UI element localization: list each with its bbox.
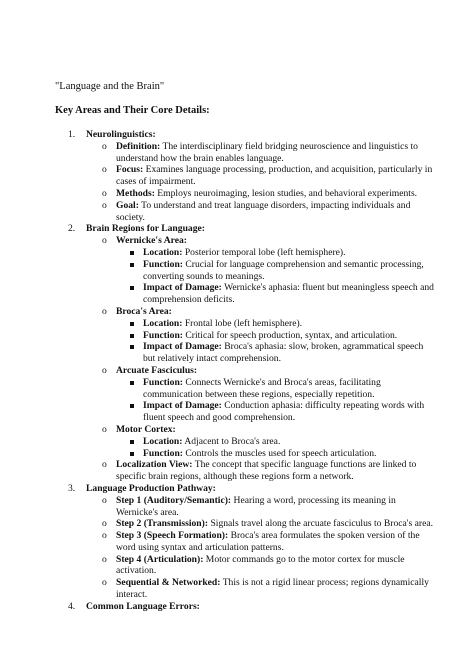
circle-bullet-icon: o [102,459,107,471]
section-title-text: Neurolinguistics: [86,129,156,140]
document-title: "Language and the Brain" [55,81,165,92]
section-title [55,129,434,141]
sub-item-term: Location: [143,317,183,329]
list-item [102,423,434,459]
outline-section [55,601,434,613]
list-item [102,164,434,188]
sub-item-term: Location: [143,435,183,447]
sub-item-text: Broca's aphasia: slow, broken, agrammatical speech but relatively intact comprehension. [143,341,424,365]
outline-section [55,129,434,223]
square-bullet-icon [130,404,134,408]
section-title-text: Language Production Pathway: [86,482,216,494]
outline-section [55,483,434,601]
item-term: Broca's Area: [116,305,172,317]
square-bullet-icon [130,263,134,267]
item-text: The interdisciplinary field bridging neuroscience and linguistics to understand how the brain enables language. [116,140,418,164]
item-term: Step 3 (Speech Formation): [116,530,229,542]
sub-item-text: Wernicke's aphasia: fluent but meaningless speech and comprehension deficits. [143,282,434,306]
sub-bullet-list [116,247,434,306]
circle-bullet-icon: o [102,494,107,506]
item-text: Broca's area formulates the spoken version of the word using syntax and articulation patterns. [116,530,420,553]
circle-bullet-icon: o [102,187,107,199]
list-item [102,187,434,200]
sub-item-text: Critical for speech production, syntax, and articulation. [182,329,398,341]
square-bullet-icon [130,452,134,456]
item-term: Goal: [116,199,139,211]
item-term: Focus: [116,164,144,176]
circle-bullet-icon: o [102,199,107,211]
item-term: Motor Cortex: [116,423,176,435]
square-bullet-icon [130,322,134,326]
item-term: Wernicke's Area: [116,235,187,247]
item-text: Hearing a word, processing its meaning in Wernicke's area. [116,494,396,518]
circle-bullet-icon: o [102,518,107,530]
list-item [102,577,434,601]
sub-item-term: Impact of Damage: [143,282,222,294]
square-bullet-icon [130,440,134,444]
sub-item-text: Adjacent to Broca's area. [182,435,281,447]
item-term: Definition: [116,140,161,152]
list-item [102,364,434,424]
sub-bullet-list [116,377,434,424]
outline-section [55,223,434,483]
section-title [55,223,434,235]
sub-item-text: Crucial for language comprehension and semantic processing, converting sounds to meanings. [143,258,424,282]
sub-bullet-list [116,318,434,365]
square-bullet-icon [130,345,134,349]
sub-list-item [143,448,434,460]
sub-list-item [143,330,434,342]
sub-item-term: Function: [143,329,183,341]
item-text: To understand and treat language disorders, impacting individuals and society. [116,199,411,223]
sub-item-term: Location: [143,246,183,258]
section-heading: Key Areas and Their Core Details: [55,105,210,116]
circle-bullet-icon: o [102,364,107,376]
sub-list-item [143,247,434,259]
sub-item-text: Controls the muscles used for speech articulation. [182,447,377,459]
list-item [102,199,434,224]
square-bullet-icon [130,286,134,290]
sub-list-item [143,259,434,283]
sub-item-text: Posterior temporal lobe (left hemisphere). [182,246,346,258]
circle-bullet-icon: o [102,530,107,542]
sub-item-term: Function: [143,376,183,388]
list-item [102,553,434,578]
item-term: Step 1 (Auditory/Semantic): [116,494,232,506]
sub-item-term: Function: [143,447,183,459]
circle-bullet-icon: o [102,577,107,589]
list-item [102,459,434,483]
list-item [102,235,434,306]
sub-list-item [143,436,434,448]
sub-item-term: Function: [143,258,183,270]
sub-bullet-list [116,436,434,460]
section-number: 4. [68,600,76,612]
section-number: 2. [68,223,76,235]
circle-bullet-icon: o [102,553,107,565]
sub-list-item [143,282,434,306]
item-text: Examines language processing, production, and acquisition, particularly in cases of impairment. [116,164,433,188]
square-bullet-icon [130,334,134,338]
sub-item-text: Frontal lobe (left hemisphere). [182,317,303,329]
item-term: Sequential & Networked: [116,577,221,589]
list-item [102,494,434,519]
circle-bullet-icon: o [102,235,107,247]
bullet-list [55,495,434,601]
section-title [55,601,434,613]
section-number: 1. [68,129,76,140]
square-bullet-icon [130,381,134,385]
sub-list-item [143,377,434,401]
item-text: Employs neuroimaging, lesion studies, and behavioral experiments. [154,187,418,199]
sub-item-text: Conduction aphasia: difficulty repeating words with fluent speech and good comprehension. [143,400,425,424]
item-text: Motor commands go to the motor cortex for muscle activation. [116,553,405,577]
circle-bullet-icon: o [102,164,107,176]
item-text: The concept that specific language functions are linked to specific brain regions, although these regions form a network. [116,459,417,483]
circle-bullet-icon: o [102,423,107,435]
sub-item-text: Connects Wernicke's and Broca's areas, facilitating communication between these regions, especially repetition. [143,376,381,400]
list-item [102,518,434,530]
circle-bullet-icon: o [102,305,107,317]
circle-bullet-icon: o [102,140,107,152]
outline-list [55,129,434,613]
item-term: Localization View: [116,459,193,471]
item-term: Arcuate Fasciculus: [116,364,198,376]
sub-list-item [143,400,434,424]
item-text: Signals travel along the arcuate fasciculus to Broca's area. [208,518,434,530]
sub-item-term: Impact of Damage: [143,400,222,412]
list-item [102,530,434,554]
section-title-text: Common Language Errors: [86,600,200,612]
item-text: This is not a rigid linear process; regions dynamically interact. [116,577,429,601]
square-bullet-icon [130,251,134,255]
list-item [102,305,434,365]
item-term: Methods: [116,187,155,199]
section-number: 3. [68,482,76,494]
list-item [102,140,434,165]
bullet-list [55,141,434,224]
item-term: Step 2 (Transmission): [116,518,209,530]
sub-list-item [143,318,434,330]
sub-list-item [143,341,434,365]
item-term: Step 4 (Articulation): [116,553,204,565]
section-title-text: Brain Regions for Language: [86,223,205,235]
bullet-list [55,235,434,483]
section-title [55,483,434,495]
sub-item-term: Impact of Damage: [143,341,222,353]
